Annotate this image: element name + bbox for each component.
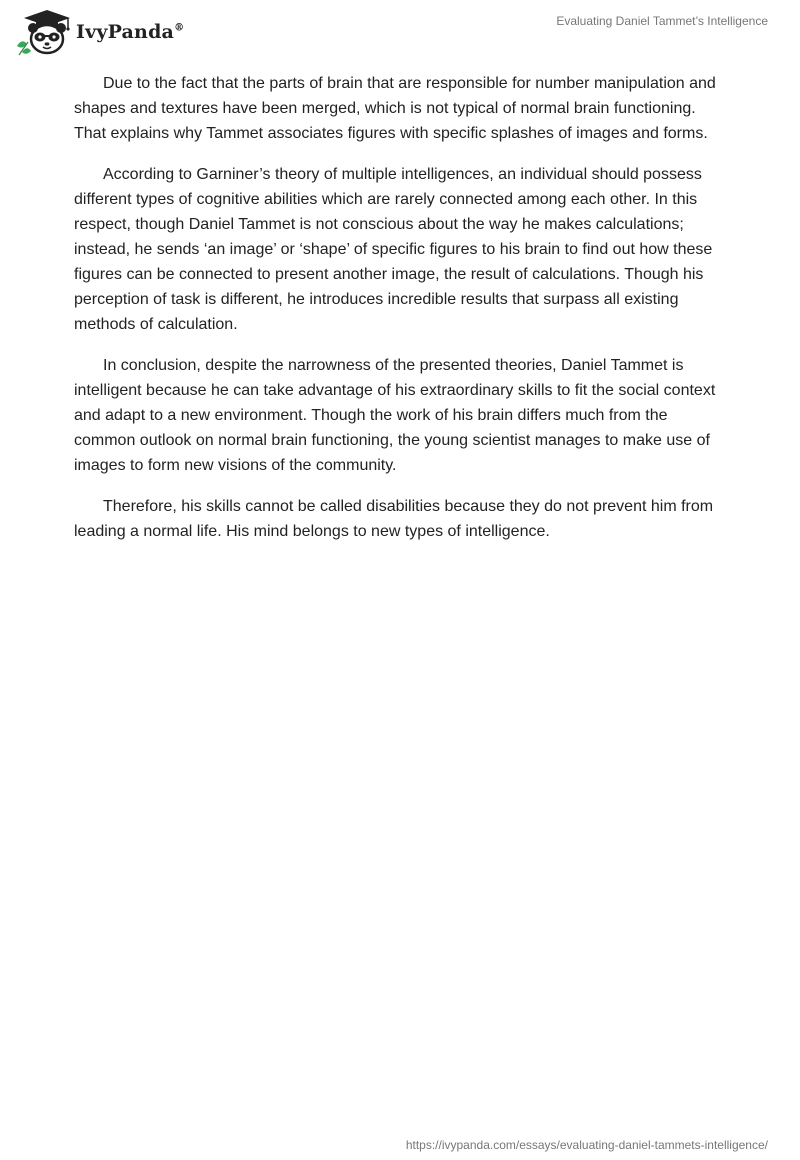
paragraph: Therefore, his skills cannot be called disabilities because they do not prevent him from leading a normal life. His mind belongs to new types of intelligence.: [74, 498, 714, 540]
brand-name: IvyPanda®: [76, 21, 185, 43]
document-title: Evaluating Daniel Tammet’s Intelligence: [556, 14, 768, 28]
essay-body: [74, 71, 728, 560]
page-header: [0, 0, 800, 60]
ivypanda-logo[interactable]: [14, 8, 184, 56]
paragraph: According to Garniner’s theory of multiple intelligences, an individual should possess different types of cognitive abilities which are rarely connected among each other. In this respect, though Daniel Tammet is not conscious about the way he makes calculations; instead, he sends ‘an image’ or ‘shape’ of specific figures to his brain to find out how these figures can be connected to present another image, the result of calculations. Though his perception of task is different, he introduces incredible results that surpass all existing methods of calculation.: [74, 166, 713, 333]
paragraph: Due to the fact that the parts of brain that are responsible for number manipulation and shapes and textures have been merged, which is not typical of normal brain functioning. That explains why Tammet associates figures with specific splashes of images and forms.: [74, 75, 716, 142]
registered-mark: ®: [174, 22, 185, 34]
paragraph: In conclusion, despite the narrowness of the presented theories, Daniel Tammet is intelligent because he can take advantage of his extraordinary skills to fit the social context and adapt to a new environment. Though the work of his brain differs much from the common outlook on normal brain functioning, the young scientist manages to make use of images to form new visions of the community.: [74, 357, 716, 474]
source-url[interactable]: https://ivypanda.com/essays/evaluating-daniel-tammets-intelligence/: [405, 1138, 768, 1152]
panda-graduate-logo-icon: [14, 8, 72, 56]
